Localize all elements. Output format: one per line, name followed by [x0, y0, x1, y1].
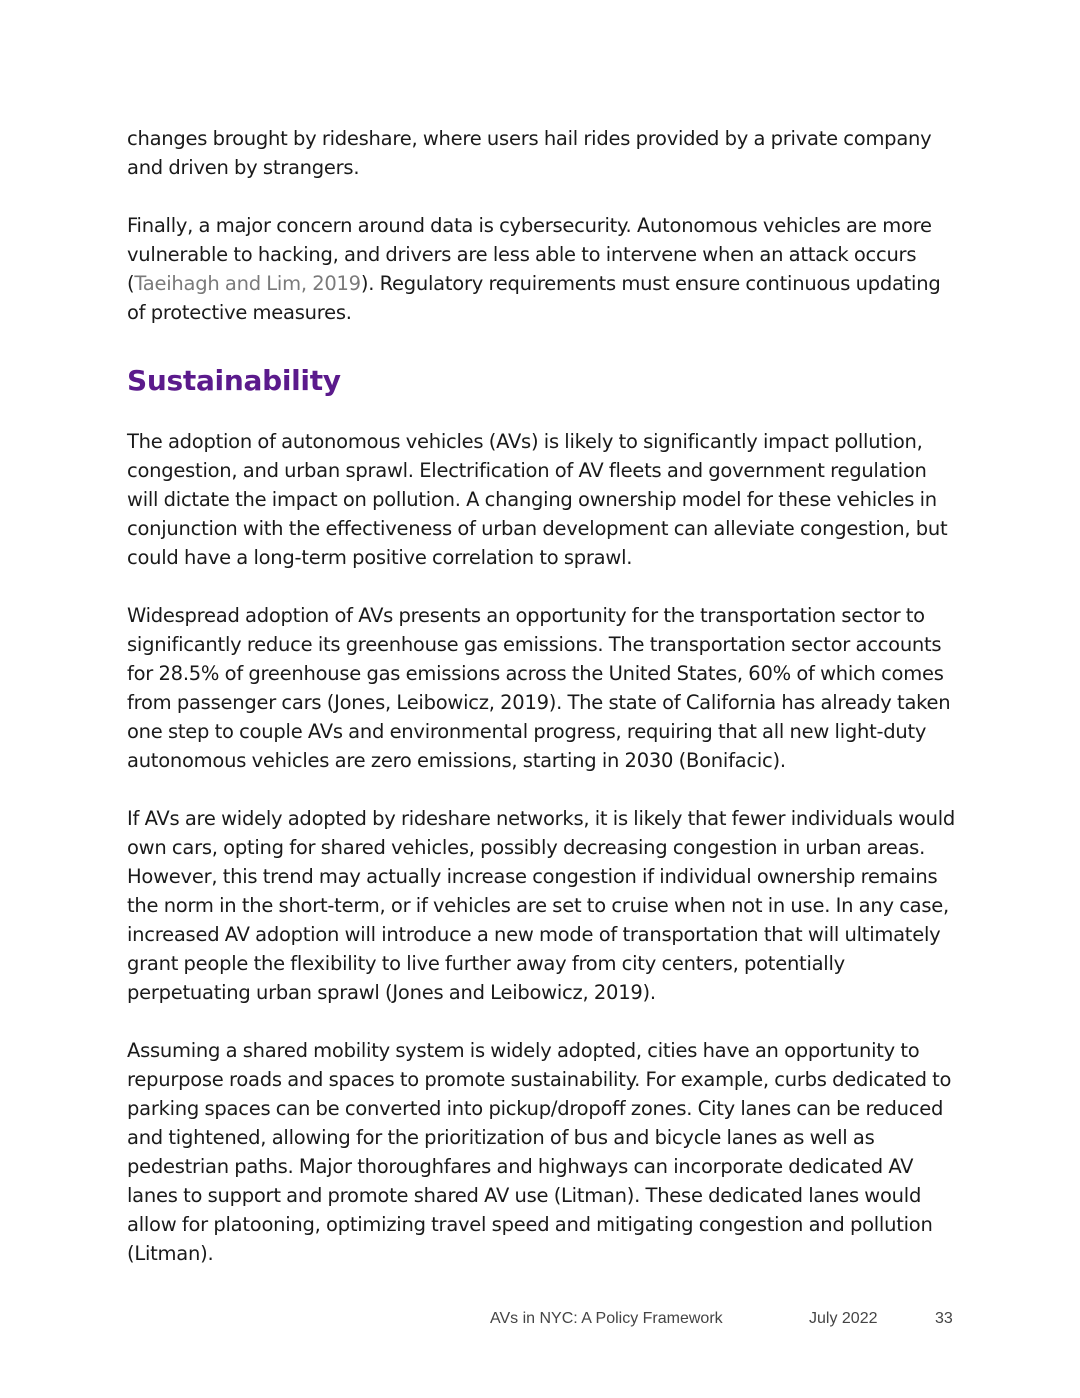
cybersecurity-paragraph: [127, 211, 957, 327]
footer-title: AVs in NYC: A Policy Framework: [490, 1310, 723, 1327]
body-paragraph: The adoption of autonomous vehicles (AVs) is likely to significantly impact pollution, congestion, and urban sprawl. Electrification of AV fleets and government regulation will dictate the impact on pollution. A changing ownership model for these vehicles in conjunction with the effectiveness of urban development can alleviate congestion, but could have a long-term positive correlation to sprawl.: [127, 430, 948, 569]
cybersecurity-text-start: Finally, a major concern around data is cybersecurity. Autonomous vehicles are more vulnerable to hacking, and drivers are less able to intervene when an attack occurs (: [127, 214, 932, 295]
page-footer: [0, 1310, 1080, 1334]
body-paragraph: If AVs are widely adopted by rideshare networks, it is likely that fewer individuals would own cars, opting for shared vehicles, possibly decreasing congestion in urban areas. However, this trend may actually increase congestion if individual ownership remains the norm in the short-term, or if vehicles are set to cruise when not in use. In any case, increased AV adoption will introduce a new mode of transportation that will ultimately grant people the flexibility to live further away from city centers, potentially perpetuating urban sprawl (Jones and Leibowicz, 2019).: [127, 807, 955, 1004]
intro-paragraph: changes brought by rideshare, where users hail rides provided by a private company and driven by strangers.: [127, 127, 932, 179]
body-paragraph: Assuming a shared mobility system is widely adopted, cities have an opportunity to repurpose roads and spaces to promote sustainability. For example, curbs dedicated to parking spaces can be converted into pickup/dropoff zones. City lanes can be reduced and tightened, allowing for the prioritization of bus and bicycle lanes as well as pedestrian paths. Major thoroughfares and highways can incorporate dedicated AV lanes to support and promote shared AV use (Litman). These dedicated lanes would allow for platooning, optimizing travel speed and mitigating congestion and pollution (Litman).: [127, 1039, 952, 1265]
page-number: 33: [935, 1310, 953, 1327]
section-heading: Sustainability: [127, 364, 341, 397]
footer-date: July 2022: [809, 1310, 878, 1327]
cybersecurity-text-end: ). Regulatory requirements must ensure continuous updating of protective measures.: [127, 272, 941, 324]
body-paragraph: Widespread adoption of AVs presents an opportunity for the transportation sector to significantly reduce its greenhouse gas emissions. The transportation sector accounts for 28.5% of greenhouse gas emissions across the United States, 60% of which comes from passenger cars (Jones, Leibowicz, 2019). The state of California has already taken one step to couple AVs and environmental progress, requiring that all new light-duty autonomous vehicles are zero emissions, starting in 2030 (Bonifacic).: [127, 604, 951, 772]
document-body: [127, 124, 957, 1268]
citation-link[interactable]: Taeihagh and Lim, 2019: [134, 272, 361, 295]
